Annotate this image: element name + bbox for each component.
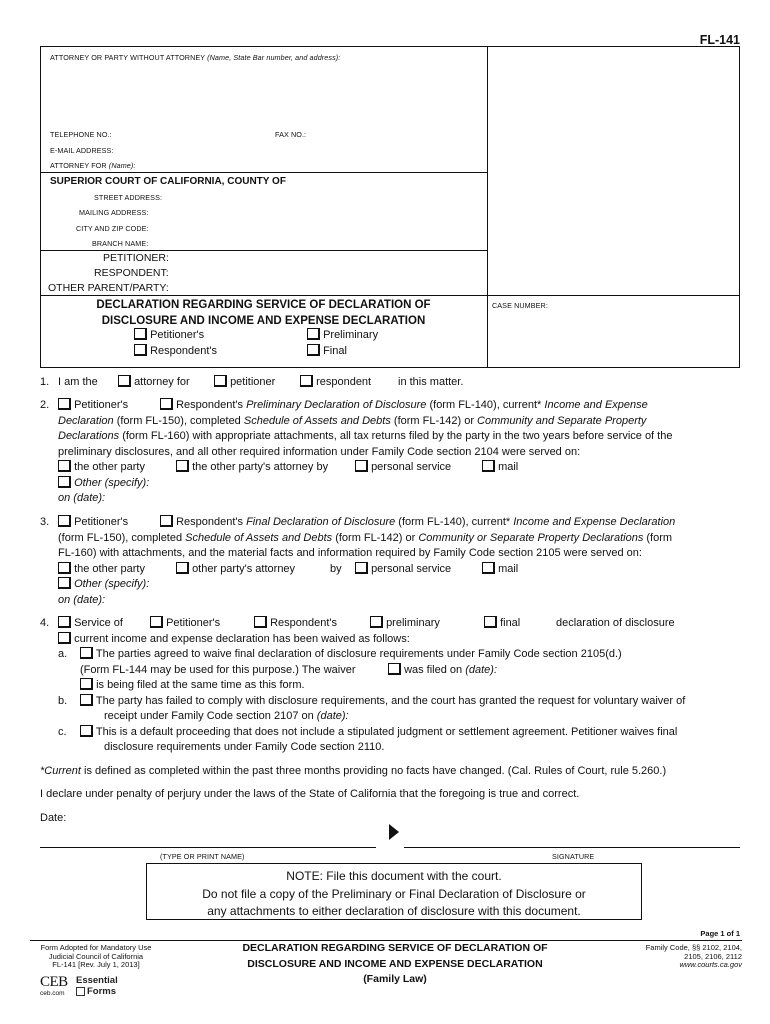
essential-forms-logo: Essential Forms [76,975,118,997]
checkbox[interactable] [58,460,71,472]
fax-label: FAX NO.: [275,130,307,139]
item4-b-option[interactable]: The party has failed to comply with disclosure requirements, and the court has granted the request for voluntary waiver of [80,694,685,710]
item1-attorney-option[interactable]: attorney for [118,375,190,391]
current-footnote: *Current is defined as completed within the past three months providing no facts have changed. (Cal. Rules of Court, rule 5.260.) [40,765,667,777]
checkbox[interactable] [118,375,131,387]
item2-petitioners-option[interactable]: Petitioner's [58,398,128,414]
checkbox[interactable] [80,678,93,690]
branch-label: BRANCH NAME: [92,239,149,248]
ceb-logo: CEB ceb.com [40,974,68,997]
city-label: CITY AND ZIP CODE: [76,224,149,233]
item-2: 2. Petitioner's Respondent's Preliminary Declaration of Disclosure (form FL-140), current* Income and Expense Declaration (form FL-150), completed Schedule of Assets and Debts (form FL-142) or Community and Separate Property Declarations (form FL-160) with appropriate attachments, all tax returns filed by the party in the two years before service of the preliminary disclosures, and all other required information under Family Code section 2104 were served on: the other party the other party's attorney by personal service mail Other (specify): on (date): [40,398,740,508]
telephone-label: TELEPHONE NO.: [50,130,112,139]
item2-respondents-option[interactable]: Respondent's Preliminary Declaration of Disclosure (form FL-140), current* Income and Expense [160,398,648,414]
attorney-label: ATTORNEY OR PARTY WITHOUT ATTORNEY (Name, State Bar number, and address): [50,53,341,62]
page-number: Page 1 of 1 [700,929,740,938]
checkbox[interactable] [80,725,93,737]
name-line[interactable] [40,847,376,848]
item3-other-option[interactable]: Other (specify): [58,577,149,593]
caption-title: DECLARATION REGARDING SERVICE OF DECLARATION OF DISCLOSURE AND INCOME AND EXPENSE DECLARATION [96,299,431,327]
arrow-icon [388,822,400,842]
title-divider [40,295,740,296]
item-1: 1. I am the attorney for petitioner respondent in this matter. [40,375,740,391]
checkbox[interactable] [58,577,71,589]
caption-opt-preliminary[interactable]: Preliminary [307,328,378,344]
item3-respondents-option[interactable]: Respondent's Final Declaration of Disclosure (form FL-140), current* Income and Expense Declaration [160,515,675,531]
signature-line[interactable] [404,847,740,848]
checkbox[interactable] [134,344,147,356]
item4-preliminary-option[interactable]: preliminary [370,616,440,632]
code-block: Family Code, §§ 2102, 2104, 2105, 2106, 2112 www.courts.ca.gov [645,943,742,969]
item2-other-option[interactable]: Other (specify): [58,476,149,492]
item3-mail-option[interactable]: mail [482,562,518,578]
type-name-label: (TYPE OR PRINT NAME) [160,852,245,861]
checkbox[interactable] [80,694,93,706]
signature-label: SIGNATURE [552,852,595,861]
item1-respondent-option[interactable]: respondent [300,375,371,391]
checkbox[interactable] [58,562,71,574]
checkbox[interactable] [58,398,71,410]
checkbox[interactable] [134,328,147,340]
forms-icon [76,987,85,996]
item1-petitioner-option[interactable]: petitioner [214,375,275,391]
item4-final-option[interactable]: final [484,616,520,632]
checkbox[interactable] [214,375,227,387]
checkbox[interactable] [300,375,313,387]
case-number-label: CASE NUMBER: [492,301,548,310]
street-label: STREET ADDRESS: [94,193,163,202]
item3-other-attorney-option[interactable]: other party's attorney [176,562,295,578]
caption-opt-final[interactable]: Final [307,344,347,360]
form-number: FL-141 [699,33,740,47]
checkbox[interactable] [160,515,173,527]
item3-other-party-option[interactable]: the other party [58,562,145,578]
caption-opt-respondents[interactable]: Respondent's [134,344,217,360]
item-4: 4. Service of Petitioner's Respondent's preliminary final declaration of disclosure current income and expense declaration has been waived as follows: a. The parties agreed to waive final declaration of disclosure requirements under Family Code section 2105(d.) (Form FL-144 may be used for this purpose.) The waiver was filed on (date): is being filed at the same time as this form. b. The party has failed to comply with disclosure requirements, and the court has granted the request for voluntary waiver of receipt under Family Code section 2107 on (date): c. This is a default proceeding that does not include a stipulated judgment or settlement agreement. Petitioner waives final disclosure requirements under Family Code section 2110. [40,617,686,753]
petitioner-label: PETITIONER: [103,252,169,264]
adopted-block: Form Adopted for Mandatory Use Judicial Council of California FL-141 [Rev. July 1, 2013] [40,943,152,969]
item4-a-option[interactable]: The parties agreed to waive final declaration of disclosure requirements under Family Code section 2105(d.) [80,647,622,663]
item3-personal-service-option[interactable]: personal service [355,562,451,578]
checkbox[interactable] [80,647,93,659]
checkbox[interactable] [355,460,368,472]
other-party-label: OTHER PARENT/PARTY: [48,282,169,294]
item4-petitioners-option[interactable]: Petitioner's [150,616,220,632]
date-label: Date: [40,812,67,824]
checkbox[interactable] [150,616,163,628]
checkbox[interactable] [388,663,401,675]
item4-current-option[interactable]: current income and expense declaration has been waived as follows: [58,632,410,648]
footer-title: DECLARATION REGARDING SERVICE OF DECLARATION OF DISCLOSURE AND INCOME AND EXPENSE DECLARATION (Family Law) [242,942,548,985]
item3-on-date: on (date): [58,593,106,606]
respondent-label: RESPONDENT: [94,267,169,279]
item4-respondents-option[interactable]: Respondent's [254,616,337,632]
checkbox[interactable] [254,616,267,628]
checkbox[interactable] [355,562,368,574]
attorney-input[interactable] [50,68,480,126]
checkbox[interactable] [58,515,71,527]
mailing-label: MAILING ADDRESS: [79,208,149,217]
attorney-for-label: ATTORNEY FOR (Name): [50,161,136,170]
checkbox[interactable] [176,562,189,574]
item2-on-date: on (date): [58,492,106,504]
parties-divider [40,250,487,251]
caption-opt-petitioners[interactable]: Petitioner's [134,328,204,344]
court-title: SUPERIOR COURT OF CALIFORNIA, COUNTY OF [50,176,286,187]
checkbox[interactable] [58,632,71,644]
checkbox[interactable] [482,562,495,574]
item4-a-filed-same-time-option[interactable]: is being filed at the same time as this form. [80,678,305,694]
checkbox[interactable] [58,476,71,488]
item-3: 3. Petitioner's Respondent's Final Declaration of Disclosure (form FL-140), current* Income and Expense Declaration (form FL-150), completed Schedule of Assets and Debts (form FL-142) or Community or Separate Property Declarations (form FL-160) with attachments, and the material facts and information required by Family Code section 2105 were served on: the other party other party's attorney by personal service mail Other (specify): on (date): [40,515,740,610]
perjury-declaration: I declare under penalty of perjury under the laws of the State of California that the foregoing is true and correct. [40,788,580,800]
item4-service-option[interactable]: Service of [58,616,123,632]
item2-mail-option[interactable]: mail [482,460,518,476]
item2-other-party-option[interactable]: the other party [58,460,145,476]
checkbox[interactable] [484,616,497,628]
caption-divider [487,46,488,368]
item4-c-option[interactable]: This is a default proceeding that does not include a stipulated judgment or settlement agreement. Petitioner waives final [80,725,677,741]
checkbox[interactable] [307,344,320,356]
item2-other-attorney-option[interactable]: the other party's attorney by [176,460,328,476]
court-divider [40,172,487,173]
note-box: NOTE: File this document with the court. Do not file a copy of the Preliminary or Final Declaration of Disclosure or any attachments to either declaration of disclosure with this document. [146,863,642,920]
checkbox[interactable] [160,398,173,410]
email-label: E-MAIL ADDRESS: [50,146,114,155]
checkbox[interactable] [307,328,320,340]
checkbox[interactable] [482,460,495,472]
item2-personal-service-option[interactable]: personal service [355,460,451,476]
item3-petitioners-option[interactable]: Petitioner's [58,515,128,531]
checkbox[interactable] [176,460,189,472]
checkbox[interactable] [58,616,71,628]
checkbox[interactable] [370,616,383,628]
item4-a-waiver-filed-option[interactable]: was filed on (date): [388,663,497,679]
